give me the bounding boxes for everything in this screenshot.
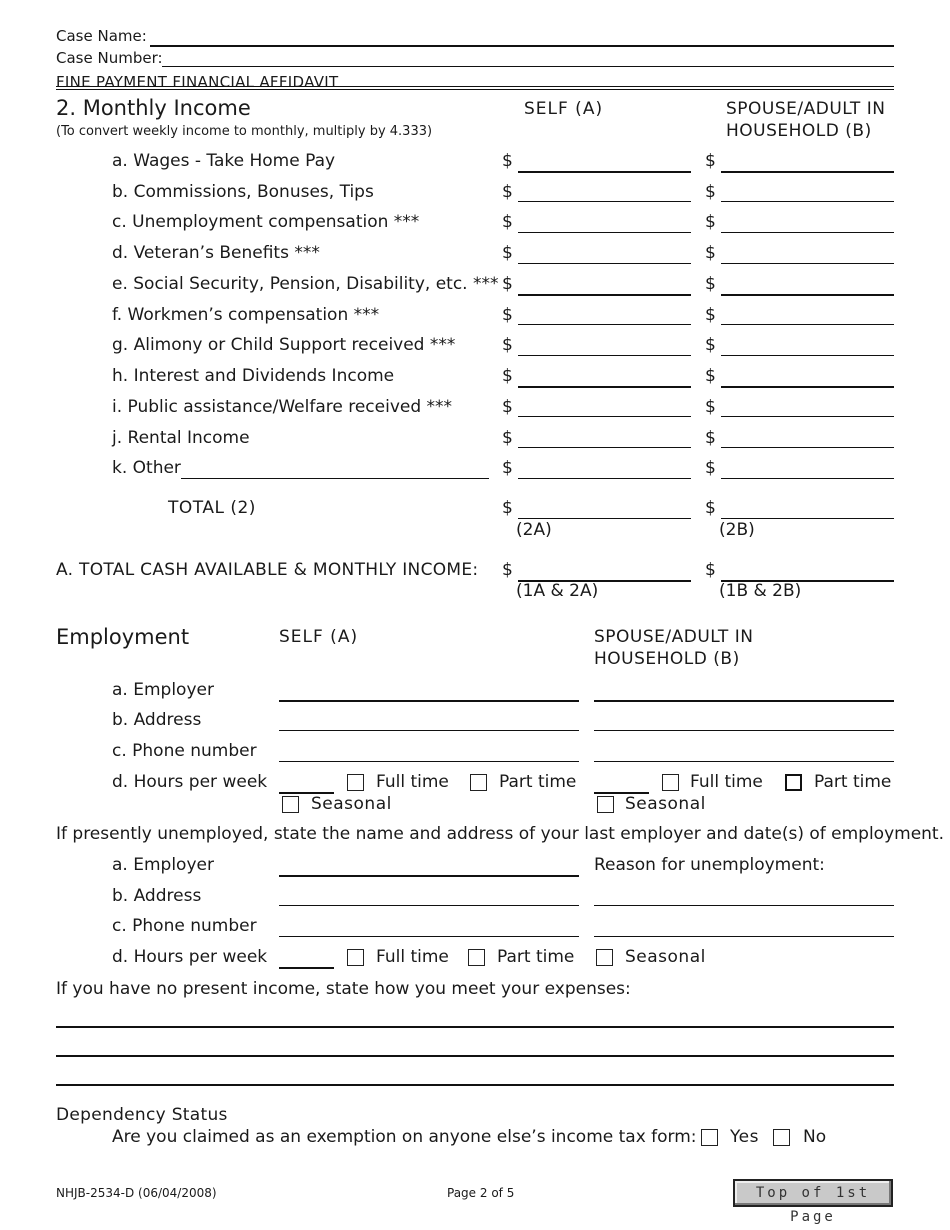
last-employer-field[interactable] (279, 857, 579, 877)
income-row-label: e. Social Security, Pension, Disability, etc. *** (112, 274, 499, 294)
dollar-sign: $ (705, 243, 716, 263)
employment-row-label: c. Phone number (112, 741, 257, 761)
dollar-sign: $ (705, 274, 716, 294)
case-number-label: Case Number: (56, 49, 163, 67)
employment-col-self: SELF (A) (279, 627, 359, 647)
spouse-amount-field[interactable] (721, 183, 894, 202)
dollar-sign: $ (705, 151, 716, 171)
self-hours-field[interactable] (279, 774, 334, 794)
dollar-sign: $ (705, 458, 716, 478)
spouse-amount-field[interactable] (721, 398, 894, 417)
form-title: FINE PAYMENT FINANCIAL AFFIDAVIT (56, 73, 339, 91)
reason-unemployment-field-2[interactable] (594, 918, 894, 937)
spouse-amount-field[interactable] (721, 337, 894, 356)
dollar-sign: $ (705, 212, 716, 232)
grand-spouse-code: (1B & 2B) (719, 581, 802, 601)
dependency-no-checkbox[interactable] (773, 1129, 790, 1146)
self-amount-field[interactable] (518, 429, 691, 448)
self-amount-field[interactable] (518, 183, 691, 202)
self-seasonal-label: Seasonal (311, 794, 392, 814)
spouse-full-time-label: Full time (690, 772, 763, 792)
self-amount-field[interactable] (518, 306, 691, 325)
dependency-yes-checkbox[interactable] (701, 1129, 718, 1146)
self-amount-field[interactable] (518, 368, 691, 388)
no-income-field-3[interactable] (56, 1066, 894, 1086)
dependency-no-label: No (803, 1127, 827, 1147)
employment-col-spouse-line1: SPOUSE/ADULT IN (594, 627, 754, 647)
dollar-sign: $ (502, 305, 513, 325)
income-section-title: 2. Monthly Income (56, 96, 251, 120)
total-spouse-code: (2B) (719, 520, 755, 540)
spouse-amount-field[interactable] (721, 306, 894, 325)
last-full-time-label: Full time (376, 947, 449, 967)
spouse-amount-field[interactable] (721, 153, 894, 173)
form-id: NHJB-2534-D (06/04/2008) (56, 1186, 217, 1200)
dollar-sign: $ (502, 366, 513, 386)
grand-total-label: A. TOTAL CASH AVAILABLE & MONTHLY INCOME: (56, 560, 479, 580)
spouse-amount-field[interactable] (721, 460, 894, 479)
self-amount-field[interactable] (518, 245, 691, 264)
spouse-hours-field[interactable] (594, 774, 649, 794)
employment-row-label: d. Hours per week (112, 772, 268, 792)
spouse-full-time-checkbox[interactable] (662, 774, 679, 791)
total-self-field[interactable] (518, 500, 691, 519)
unemployed-row-label: b. Address (112, 886, 202, 906)
income-total-label: TOTAL (2) (168, 498, 256, 518)
income-row-label: d. Veteran’s Benefits *** (112, 243, 320, 263)
spouse-amount-field[interactable] (721, 245, 894, 264)
self-part-time-label: Part time (499, 772, 577, 792)
dollar-sign: $ (705, 305, 716, 325)
total-self-code: (2A) (516, 520, 552, 540)
self-employer-field[interactable] (279, 682, 579, 702)
dollar-sign: $ (502, 560, 513, 580)
self-seasonal-checkbox[interactable] (282, 796, 299, 813)
last-hours-field[interactable] (279, 949, 334, 969)
page-number: Page 2 of 5 (447, 1186, 515, 1200)
grand-self-code: (1A & 2A) (516, 581, 599, 601)
income-row-label: k. Other (112, 458, 181, 478)
income-row-label: a. Wages - Take Home Pay (112, 151, 336, 171)
income-row-label: b. Commissions, Bonuses, Tips (112, 182, 374, 202)
dollar-sign: $ (705, 397, 716, 417)
last-employer-phone-field[interactable] (279, 918, 579, 937)
spouse-seasonal-label: Seasonal (625, 794, 706, 814)
other-description-field[interactable] (181, 460, 489, 479)
self-amount-field[interactable] (518, 214, 691, 233)
income-conversion-note: (To convert weekly income to monthly, multiply by 4.333) (56, 124, 433, 139)
self-amount-field[interactable] (518, 337, 691, 356)
self-part-time-checkbox[interactable] (470, 774, 487, 791)
last-seasonal-checkbox[interactable] (596, 949, 613, 966)
dollar-sign: $ (502, 243, 513, 263)
grand-total-spouse-field[interactable] (721, 562, 894, 582)
income-row-label: i. Public assistance/Welfare received *** (112, 397, 453, 417)
unemployed-row-label: c. Phone number (112, 916, 257, 936)
income-col-self: SELF (A) (524, 99, 604, 119)
dollar-sign: $ (502, 428, 513, 448)
dollar-sign: $ (502, 498, 513, 518)
spouse-amount-field[interactable] (721, 214, 894, 233)
spouse-amount-field[interactable] (721, 276, 894, 296)
last-seasonal-label: Seasonal (625, 947, 706, 967)
employment-col-spouse-line2: HOUSEHOLD (B) (594, 649, 740, 669)
dollar-sign: $ (502, 335, 513, 355)
income-col-spouse-line1: SPOUSE/ADULT IN (726, 99, 886, 119)
total-spouse-field[interactable] (721, 500, 894, 519)
self-full-time-label: Full time (376, 772, 449, 792)
dollar-sign: $ (502, 212, 513, 232)
self-amount-field[interactable] (518, 398, 691, 417)
last-part-time-checkbox[interactable] (468, 949, 485, 966)
spouse-address-field[interactable] (594, 712, 894, 731)
dollar-sign: $ (502, 274, 513, 294)
self-amount-field[interactable] (518, 460, 691, 479)
income-row-label: g. Alimony or Child Support received *** (112, 335, 456, 355)
last-employer-address-field[interactable] (279, 887, 579, 906)
employment-row-label: b. Address (112, 710, 202, 730)
spouse-phone-field[interactable] (594, 743, 894, 762)
top-of-first-page-button[interactable]: Top of 1st Page (733, 1179, 893, 1207)
employment-row-label: a. Employer (112, 680, 214, 700)
case-name-field[interactable] (150, 27, 894, 47)
header-divider-1 (56, 86, 894, 87)
spouse-amount-field[interactable] (721, 429, 894, 448)
spouse-amount-field[interactable] (721, 368, 894, 388)
unemployed-intro: If presently unemployed, state the name and address of your last employer and date(s) of employment. (56, 824, 945, 844)
dollar-sign: $ (705, 560, 716, 580)
dollar-sign: $ (705, 366, 716, 386)
reason-unemployment-label: Reason for unemployment: (594, 855, 825, 875)
income-row-label: j. Rental Income (112, 428, 250, 448)
case-name-label: Case Name: (56, 27, 147, 45)
reason-unemployment-field-1[interactable] (594, 887, 894, 906)
no-income-field-1[interactable] (56, 1008, 894, 1028)
spouse-part-time-checkbox[interactable] (785, 774, 802, 791)
dollar-sign: $ (705, 182, 716, 202)
income-row-label: h. Interest and Dividends Income (112, 366, 395, 386)
dollar-sign: $ (502, 397, 513, 417)
header-divider-2 (56, 89, 894, 90)
self-full-time-checkbox[interactable] (347, 774, 364, 791)
self-amount-field[interactable] (518, 153, 691, 173)
case-number-field[interactable] (162, 48, 894, 67)
dollar-sign: $ (502, 182, 513, 202)
dollar-sign: $ (705, 428, 716, 448)
no-income-field-2[interactable] (56, 1037, 894, 1057)
dollar-sign: $ (705, 335, 716, 355)
income-col-spouse-line2: HOUSEHOLD (B) (726, 121, 872, 141)
dependency-question: Are you claimed as an exemption on anyone else’s income tax form: (112, 1127, 697, 1147)
dollar-sign: $ (502, 458, 513, 478)
spouse-part-time-label: Part time (814, 772, 892, 792)
self-phone-field[interactable] (279, 743, 579, 762)
income-row-label: f. Workmen’s compensation *** (112, 305, 380, 325)
spouse-employer-field[interactable] (594, 682, 894, 702)
no-income-prompt: If you have no present income, state how you meet your expenses: (56, 979, 631, 999)
self-amount-field[interactable] (518, 276, 691, 296)
dollar-sign: $ (705, 498, 716, 518)
grand-total-self-field[interactable] (518, 562, 691, 582)
unemployed-row-label: a. Employer (112, 855, 214, 875)
dependency-title: Dependency Status (56, 1105, 228, 1125)
unemployed-row-label: d. Hours per week (112, 947, 268, 967)
dollar-sign: $ (502, 151, 513, 171)
income-row-label: c. Unemployment compensation *** (112, 212, 420, 232)
spouse-seasonal-checkbox[interactable] (597, 796, 614, 813)
self-address-field[interactable] (279, 712, 579, 731)
last-full-time-checkbox[interactable] (347, 949, 364, 966)
last-part-time-label: Part time (497, 947, 575, 967)
dependency-yes-label: Yes (730, 1127, 759, 1147)
employment-section-title: Employment (56, 625, 190, 649)
